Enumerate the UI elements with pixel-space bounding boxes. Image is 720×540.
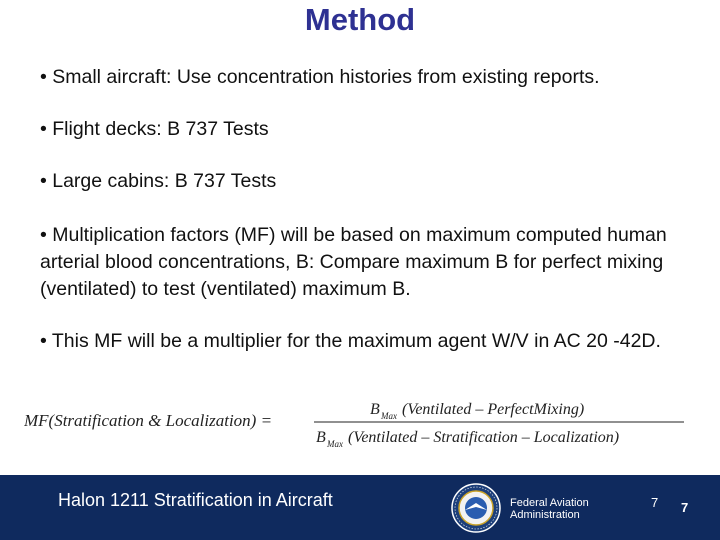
formula-lhs: MF(Stratification & Localization) = <box>24 411 273 430</box>
formula-numerator-symbol: B <box>370 401 380 418</box>
bullet-flight-decks: • Flight decks: B 737 Tests <box>40 118 269 140</box>
page-number-right: 7 <box>681 500 689 515</box>
formula-denominator-subscript: Max <box>327 439 343 449</box>
bullet-multiplication-factors: • Multiplication factors (MF) will be based on maximum computed human arterial blood concentrations, B: Compare maximum B for perfect mixing (ventilated) to test (ventilated) maximum B. <box>40 224 667 300</box>
formula-denominator-expr: (Ventilated – Stratification – Localization) <box>348 429 620 446</box>
bullet-large-cabins: • Large cabins: B 737 Tests <box>40 170 277 192</box>
bullet-mf-multiplier: • This MF will be a multiplier for the maximum agent W/V in AC 20 -42D. <box>40 330 661 352</box>
faa-seal-icon <box>451 483 501 533</box>
footer-bar <box>0 475 720 540</box>
mf-formula <box>24 392 704 454</box>
page-number-left: 7 <box>651 495 659 510</box>
formula-denominator-symbol: B <box>316 429 326 446</box>
formula-numerator-expr: (Ventilated – PerfectMixing) <box>402 401 585 418</box>
formula-numerator-subscript: Max <box>381 411 397 421</box>
footer-title: Halon 1211 Stratification in Aircraft <box>58 490 333 510</box>
slide-title: Method <box>304 2 416 37</box>
faa-name-line1: Federal Aviation <box>510 497 589 509</box>
bullet-small-aircraft: • Small aircraft: Use concentration histories from existing reports. <box>40 66 600 88</box>
faa-name <box>510 497 589 521</box>
faa-name-line2: Administration <box>510 509 580 521</box>
